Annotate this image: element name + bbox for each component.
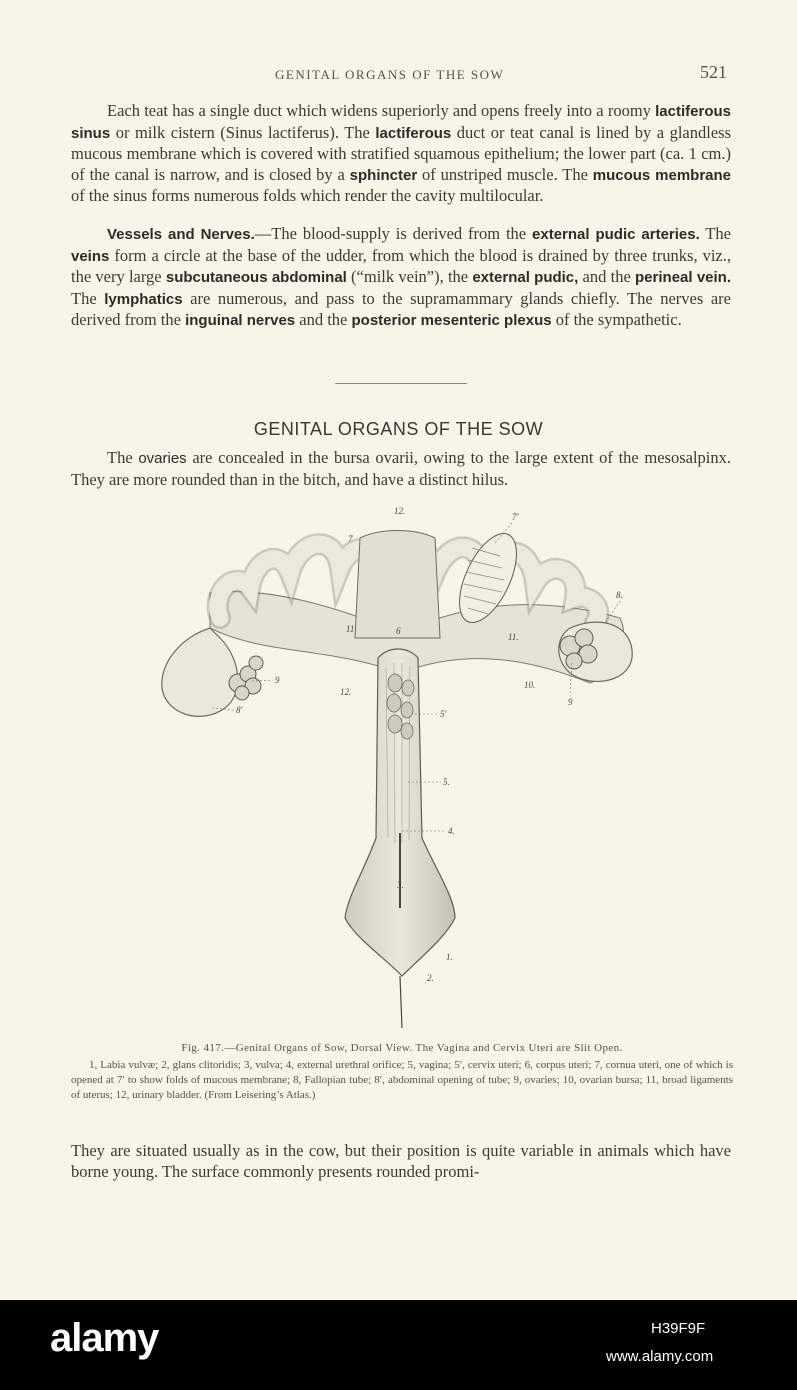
text-run: duct or teat canal is lined by a glandless mucous membrane which is covered with stratified squamous epithelium; the lower part (ca. 1 cm.) of the canal is narrow, and is closed by a: [71, 122, 731, 184]
text-run: are concealed in the bursa ovarii, owing to the large extent of the mesosalpinx. They are more rounded than in the bitch, and have a distinct hilus.: [71, 448, 731, 489]
fig-label-3: 3.: [397, 880, 404, 890]
text-run: Each teat has a single duct which widens superiorly and opens freely into a roomy: [107, 101, 656, 120]
section-heading: GENITAL ORGANS OF THE SOW: [253, 419, 544, 439]
watermark-bar: [0, 1300, 797, 1390]
alamy-logo: alamy: [50, 1316, 159, 1360]
fig-label-11-left: 11: [346, 624, 355, 634]
keyword-posterior-mesenteric-plexus: posterior mesenteric plexus: [351, 312, 552, 329]
fig-label-10: 10.: [524, 680, 536, 690]
fig-label-8: 8.: [616, 590, 623, 600]
keyword-lactiferous: lactiferous: [375, 124, 452, 142]
fig-label-9-left: 9: [275, 675, 280, 685]
text-run: form a circle at the base of the udder, from which the blood is drained by three trunks, viz., the very large: [71, 245, 731, 286]
text-run: (“milk vein”), the: [346, 267, 473, 286]
keyword-lactiferous-sinus: lactiferous sinus: [71, 103, 731, 142]
cervix-folds-shape: [387, 674, 414, 739]
fig-label-5: 5.: [443, 777, 450, 787]
fig-label-11-right: 11.: [508, 632, 519, 642]
caption-title: Fig. 417.—Genital Organs of Sow, Dorsal View. The Vagina and Cervix Uteri are Slit Open.: [181, 1042, 623, 1054]
text-run: of unstriped muscle. The: [417, 164, 593, 184]
fig-label-1: 1.: [446, 952, 453, 962]
text-run: or milk cistern (Sinus lactiferus). The: [110, 122, 376, 142]
text-run: The: [107, 448, 139, 467]
text-run: and the: [295, 310, 352, 329]
keyword-perineal-vein: perineal vein.: [635, 269, 731, 286]
watermark-url: www.alamy.com: [606, 1348, 714, 1365]
fig-label-7: 7: [348, 534, 353, 544]
clitoris-line: [400, 976, 402, 1028]
text-run: The: [699, 224, 731, 243]
fig-label-12-lower: 12.: [340, 687, 352, 697]
page-number: 521: [700, 62, 727, 82]
section-divider: [335, 383, 467, 384]
paragraph-ovary-position: [71, 1141, 731, 1182]
anatomical-figure: [150, 498, 650, 1033]
fig-label-4: 4.: [448, 826, 455, 836]
paragraph-ovaries: [71, 448, 731, 490]
caption-legend: 1, Labia vulvæ; 2, glans clitoridis; 3, vulva; 4, external urethral orifice; 5, vagina; 5′, cervix uteri; 6, corpus uteri; 7, cornua uteri, one of which is opened at 7′ to show folds of mucous membrane; 8, Fallopian tube; 8′, abdominal opening of tube; 9, ovaries; 10, ovarian bursa; 11, broad ligaments of uterus; 12, urinary bladder. (From Leisering’s Atlas.): [71, 1059, 733, 1101]
fig-label-6: 6: [396, 626, 401, 636]
corpus-uteri-shape: [355, 531, 440, 639]
fig-label-2: 2.: [427, 973, 434, 983]
text-run: The: [71, 288, 105, 308]
text-run: are numerous, and pass to the supramammary glands chiefly. The nerves are derived from the: [71, 288, 731, 329]
keyword-inguinal-nerves: inguinal nerves: [185, 312, 296, 329]
keyword-external-pudic-arteries: external pudic arteries.: [532, 226, 700, 243]
keyword-mucous-membrane: mucous membrane: [592, 166, 732, 184]
keyword-subcutaneous-abdominal: subcutaneous abdominal: [165, 269, 347, 286]
keyword-veins: veins: [71, 247, 110, 265]
keyword-ovaries: ovaries: [138, 450, 187, 467]
keyword-vessels-and-nerves: Vessels and Nerves.: [107, 226, 255, 243]
paragraph-teat-duct: [71, 101, 731, 207]
figure-caption: [71, 1041, 733, 1103]
text-run: —The blood-supply is derived from the: [254, 224, 533, 243]
text-run: of the sympathetic.: [551, 310, 682, 329]
keyword-sphincter: sphincter: [349, 166, 418, 184]
image-code: H39F9F: [651, 1320, 706, 1337]
page-header: [0, 62, 797, 86]
fig-label-8-prime: 8′: [236, 705, 243, 715]
paragraph-text: They are situated usually as in the cow, but their position is quite variable in animals which have borne young. The surface commonly presents rounded promi-: [71, 1141, 731, 1181]
fig-label-12: 12.: [394, 506, 406, 516]
fig-label-7-prime: 7′: [512, 512, 519, 522]
paragraph-vessels-nerves: [71, 224, 731, 332]
keyword-lymphatics: lymphatics: [104, 290, 183, 308]
text-run: and the: [578, 267, 636, 286]
sow-genital-organs-illustration: [150, 498, 650, 1033]
fig-label-5-prime: 5′: [440, 709, 447, 719]
left-ovarian-bursa-shape: [162, 628, 238, 716]
running-title: GENITAL ORGANS OF THE SOW: [275, 67, 505, 82]
fig-label-9-right: 9: [568, 697, 573, 707]
text-run: of the sinus forms numerous folds which render the cavity multilocular.: [71, 186, 544, 205]
keyword-external-pudic: external pudic,: [472, 269, 579, 286]
